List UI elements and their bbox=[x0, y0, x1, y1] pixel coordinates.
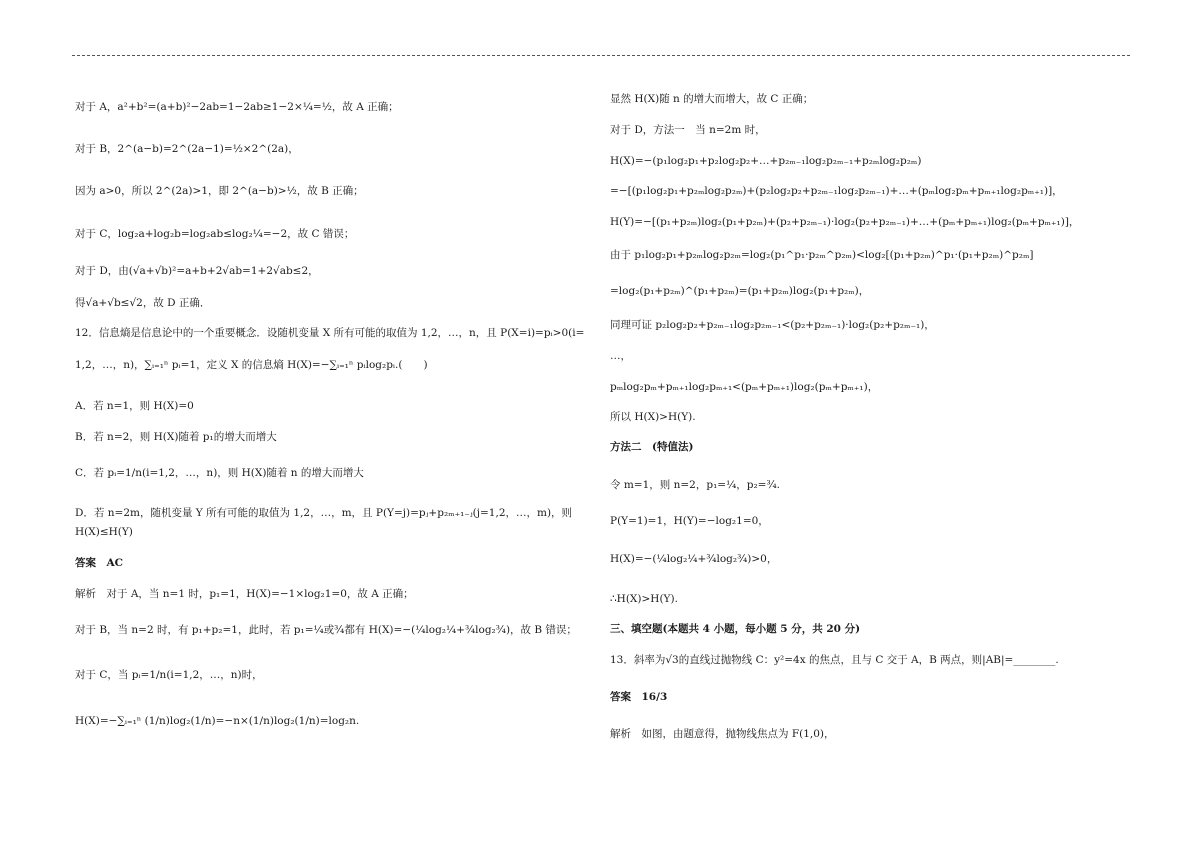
text-line: …， bbox=[610, 350, 631, 362]
answer-label: 答案 AC bbox=[75, 557, 124, 569]
text-line: 得√a+√b≤√2，故 D 正确． bbox=[75, 297, 211, 309]
text-line: ∴H(X)>H(Y). bbox=[610, 593, 678, 605]
text-line: H(Y)=−[(p₁+p₂ₘ)log₂(p₁+p₂ₘ)+(p₂+p₂ₘ₋₁)·log₂(p₂+p₂ₘ₋₁)+…+(pₘ+pₘ₊₁)log₂(pₘ+pₘ₊₁)]， bbox=[610, 216, 1080, 228]
text-line: 对于 B，当 n=2 时，有 p₁+p₂=1，此时，若 p₁=¼或¾都有 H(X)=−(¼log₂¼+¾log₂¾)，故 B 错误； bbox=[75, 624, 577, 636]
option-c: C．若 pᵢ=1/n(i=1,2，…，n)，则 H(X)随着 n 的增大而增大 bbox=[75, 467, 364, 479]
option-d-cont: H(X)≤H(Y) bbox=[75, 526, 133, 538]
text-line: H(X)=−∑ᵢ₌₁ⁿ (1/n)log₂(1/n)=−n×(1/n)log₂(1/n)=log₂n. bbox=[75, 715, 360, 727]
question-13: 13．斜率为√3的直线过抛物线 C：y²=4x 的焦点，且与 C 交于 A，B 两点，则|AB|=________. bbox=[610, 654, 1059, 666]
option-a: A．若 n=1，则 H(X)=0 bbox=[75, 400, 194, 412]
question-12-stem: 12．信息熵是信息论中的一个重要概念．设随机变量 X 所有可能的取值为 1,2，…，n，且 P(X=i)=pᵢ>0(i= bbox=[75, 327, 585, 339]
text-line: 对于 C，log₂a+log₂b=log₂ab≤log₂¼=−2，故 C 错误； bbox=[75, 228, 355, 240]
text-line: 所以 H(X)>H(Y). bbox=[610, 411, 696, 423]
text-line: H(X)=−(¼log₂¼+¾log₂¾)>0， bbox=[610, 553, 778, 565]
text-line: 对于 D，方法一 当 n=2m 时， bbox=[610, 124, 766, 136]
analysis: 解析 如图，由题意得，抛物线焦点为 F(1,0)， bbox=[610, 728, 835, 740]
header-divider bbox=[72, 55, 1130, 56]
text-line: pₘlog₂pₘ+pₘ₊₁log₂pₘ₊₁<(pₘ+pₘ₊₁)log₂(pₘ+pₘ₊₁)， bbox=[610, 381, 879, 393]
option-b: B．若 n=2，则 H(X)随着 p₁的增大而增大 bbox=[75, 431, 277, 443]
text-line: 令 m=1，则 n=2，p₁=¼，p₂=¾. bbox=[610, 479, 780, 491]
text-line: 同理可证 p₂log₂p₂+p₂ₘ₋₁log₂p₂ₘ₋₁<(p₂+p₂ₘ₋₁)·log₂(p₂+p₂ₘ₋₁)， bbox=[610, 319, 935, 331]
method-two: 方法二 (特值法) bbox=[610, 441, 694, 453]
option-d: D．若 n=2m，随机变量 Y 所有可能的取值为 1,2，…，m，且 P(Y=j)=pⱼ+p₂ₘ₊₁₋ⱼ(j=1,2，…，m)，则 bbox=[75, 507, 573, 519]
text-line: 对于 B，2^(a−b)=2^(2a−1)=½×2^(2a)， bbox=[75, 143, 299, 155]
section-heading: 三、填空题(本题共 4 小题，每小题 5 分，共 20 分) bbox=[610, 623, 861, 635]
text-line: P(Y=1)=1，H(Y)=−log₂1=0， bbox=[610, 515, 769, 527]
answer-label: 答案 16/3 bbox=[610, 691, 668, 703]
text-line: 因为 a>0，所以 2^(2a)>1，即 2^(a−b)>½，故 B 正确； bbox=[75, 185, 364, 197]
question-12-stem-cont: 1,2，…，n)，∑ᵢ₌₁ⁿ pᵢ=1，定义 X 的信息熵 H(X)=−∑ᵢ₌₁ⁿ pᵢlog₂pᵢ.( ) bbox=[75, 359, 428, 371]
text-line: 由于 p₁log₂p₁+p₂ₘlog₂p₂ₘ=log₂(p₁^p₁·p₂ₘ^p₂ₘ)<log₂[(p₁+p₂ₘ)^p₁·(p₁+p₂ₘ)^p₂ₘ] bbox=[610, 249, 1034, 261]
text-line: H(X)=−(p₁log₂p₁+p₂log₂p₂+…+p₂ₘ₋₁log₂p₂ₘ₋₁+p₂ₘlog₂p₂ₘ) bbox=[610, 155, 922, 167]
analysis: 解析 对于 A，当 n=1 时，p₁=1，H(X)=−1×log₂1=0，故 A 正确； bbox=[75, 588, 414, 600]
text-line: =log₂(p₁+p₂ₘ)^(p₁+p₂ₘ)=(p₁+p₂ₘ)log₂(p₁+p₂ₘ)， bbox=[610, 285, 870, 297]
text-line: 对于 D，由(√a+√b)²=a+b+2√ab=1+2√ab≤2， bbox=[75, 265, 319, 277]
text-line: 显然 H(X)随 n 的增大而增大，故 C 正确； bbox=[610, 93, 814, 105]
text-line: 对于 A，a²+b²=(a+b)²−2ab=1−2ab≥1−2×¼=½，故 A 正确； bbox=[75, 101, 399, 113]
text-line: =−[(p₁log₂p₁+p₂ₘlog₂p₂ₘ)+(p₂log₂p₂+p₂ₘ₋₁log₂p₂ₘ₋₁)+…+(pₘlog₂pₘ+pₘ₊₁log₂pₘ₊₁)]， bbox=[610, 185, 1063, 197]
text-line: 对于 C，当 pᵢ=1/n(i=1,2，…，n)时， bbox=[75, 669, 263, 681]
